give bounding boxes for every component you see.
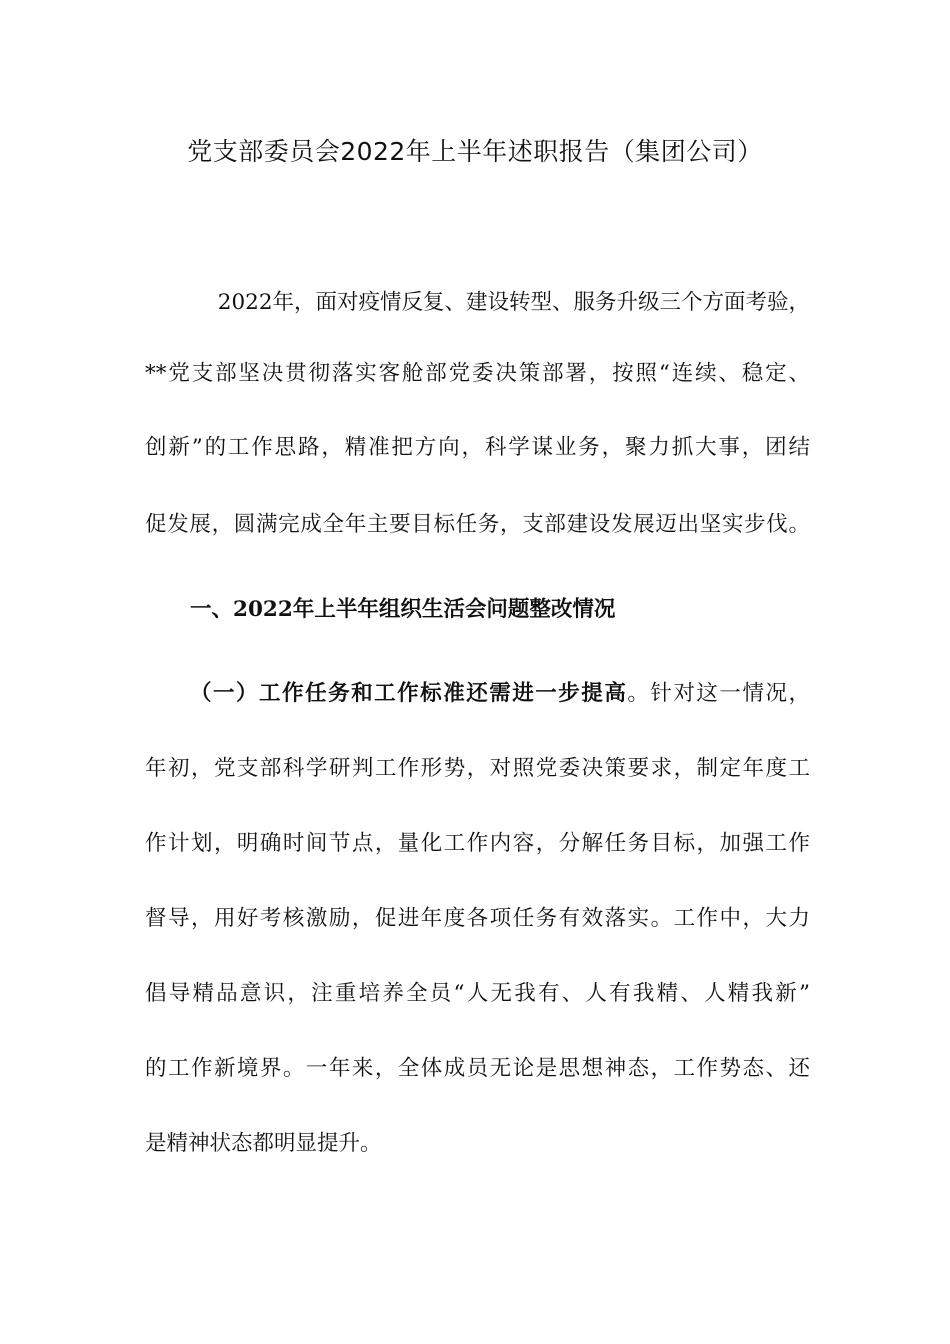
intro-line-3: 创新”的工作思路，精准把方向，科学谋业务，聚力抓大事，团结 xyxy=(145,435,810,460)
subsection-first-line xyxy=(190,676,810,712)
body-line-5: 的工作新境界。一年来，全体成员无论是思想神态，工作势态、还 xyxy=(145,1056,810,1081)
body-line-4: 倡导精品意识，注重培养全员“人无我有、人有我精、人精我新” xyxy=(145,981,810,1006)
section-heading-1: 一、2022年上半年组织生活会问题整改情况 xyxy=(190,597,616,622)
subsection-first-line-text: 。针对这一情况， xyxy=(627,681,810,706)
intro-line-2: **党支部坚决贯彻落实客舱部党委决策部署，按照“连续、稳定、 xyxy=(145,361,810,386)
body-line-6: 是精神状态都明显提升。 xyxy=(145,1131,382,1156)
subsection-heading: （一）工作任务和工作标准还需进一步提高 xyxy=(190,681,628,706)
body-line-3: 督导，用好考核激励，促进年度各项任务有效落实。工作中，大力 xyxy=(145,906,810,931)
body-line-2: 作计划，明确时间节点，量化工作内容，分解任务目标，加强工作 xyxy=(145,831,810,856)
body-line-1: 年初，党支部科学研判工作形势，对照党委决策要求，制定年度工 xyxy=(145,756,810,781)
intro-line-4: 促发展，圆满完成全年主要目标任务，支部建设发展迈出坚实步伐。 xyxy=(145,512,810,537)
intro-line-1: 2022年，面对疫情反复、建设转型、服务升级三个方面考验， xyxy=(217,290,810,315)
document-title: 党支部委员会2022年上半年述职报告（集团公司） xyxy=(187,137,763,166)
